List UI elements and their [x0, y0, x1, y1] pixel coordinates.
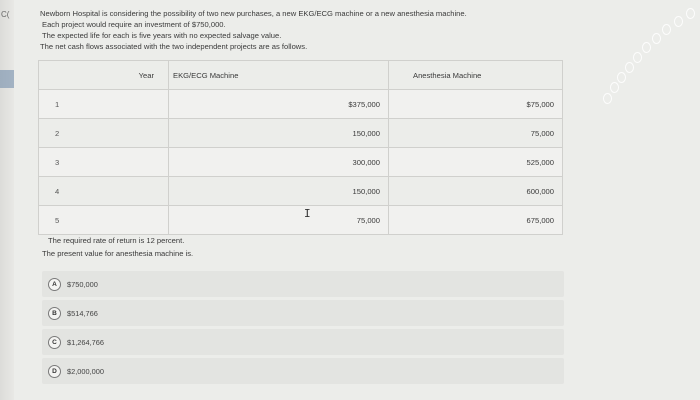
cell-year: 2	[39, 119, 169, 148]
option-b[interactable]	[42, 300, 564, 326]
cell-anesthesia: 525,000	[389, 148, 563, 177]
cell-anesthesia: $75,000	[389, 90, 563, 119]
table-row	[39, 206, 563, 235]
option-b-text: $514,766	[67, 308, 98, 318]
cell-ekg: 150,000	[169, 119, 389, 148]
cell-year: 4	[39, 177, 169, 206]
edge-cut-text: C(	[1, 10, 10, 19]
cell-year: 1	[39, 90, 169, 119]
question-line-3: The expected life for each is five years with no expected salvage value.	[42, 31, 282, 40]
table-row	[39, 148, 563, 177]
cash-flow-table	[38, 60, 563, 235]
option-a-letter: A	[48, 278, 61, 291]
table-row	[39, 90, 563, 119]
option-b-letter: B	[48, 307, 61, 320]
table-header-row	[39, 61, 563, 90]
table-row	[39, 119, 563, 148]
required-rate-text: The required rate of return is 12 percent.	[48, 236, 185, 245]
cell-anesthesia: 675,000	[389, 206, 563, 235]
option-a[interactable]	[42, 271, 564, 297]
cell-ekg: 75,000	[169, 206, 389, 235]
question-text	[40, 8, 580, 52]
option-a-text: $750,000	[67, 279, 98, 289]
header-year: Year	[39, 61, 169, 90]
cell-year: 5	[39, 206, 169, 235]
header-anesthesia: Anesthesia Machine	[389, 61, 563, 90]
option-c-letter: C	[48, 336, 61, 349]
cell-anesthesia: 600,000	[389, 177, 563, 206]
cell-ekg: $375,000	[169, 90, 389, 119]
left-edge-highlight	[0, 70, 14, 88]
option-d-letter: D	[48, 365, 61, 378]
option-c[interactable]	[42, 329, 564, 355]
table-row	[39, 177, 563, 206]
question-line-2: Each project would require an investment of $750,000.	[42, 20, 226, 29]
cell-ekg: 150,000	[169, 177, 389, 206]
question-line-1: Newborn Hospital is considering the possibility of two new purchases, a new EKG/ECG machine or a new anesthesia machine.	[40, 9, 467, 18]
question-line-4: The net cash flows associated with the two independent projects are as follows.	[40, 42, 308, 51]
header-ekg-ecg: EKG/ECG Machine	[169, 61, 389, 90]
option-c-text: $1,264,766	[67, 337, 104, 347]
option-d[interactable]	[42, 358, 564, 384]
cell-ekg: 300,000	[169, 148, 389, 177]
option-d-text: $2,000,000	[67, 366, 104, 376]
decorative-dots	[590, 0, 700, 120]
cell-anesthesia: 75,000	[389, 119, 563, 148]
cell-year: 3	[39, 148, 169, 177]
text-cursor-icon: I	[304, 207, 311, 220]
question-prompt: The present value for anesthesia machine is.	[42, 249, 194, 258]
left-edge-strip	[0, 0, 14, 400]
